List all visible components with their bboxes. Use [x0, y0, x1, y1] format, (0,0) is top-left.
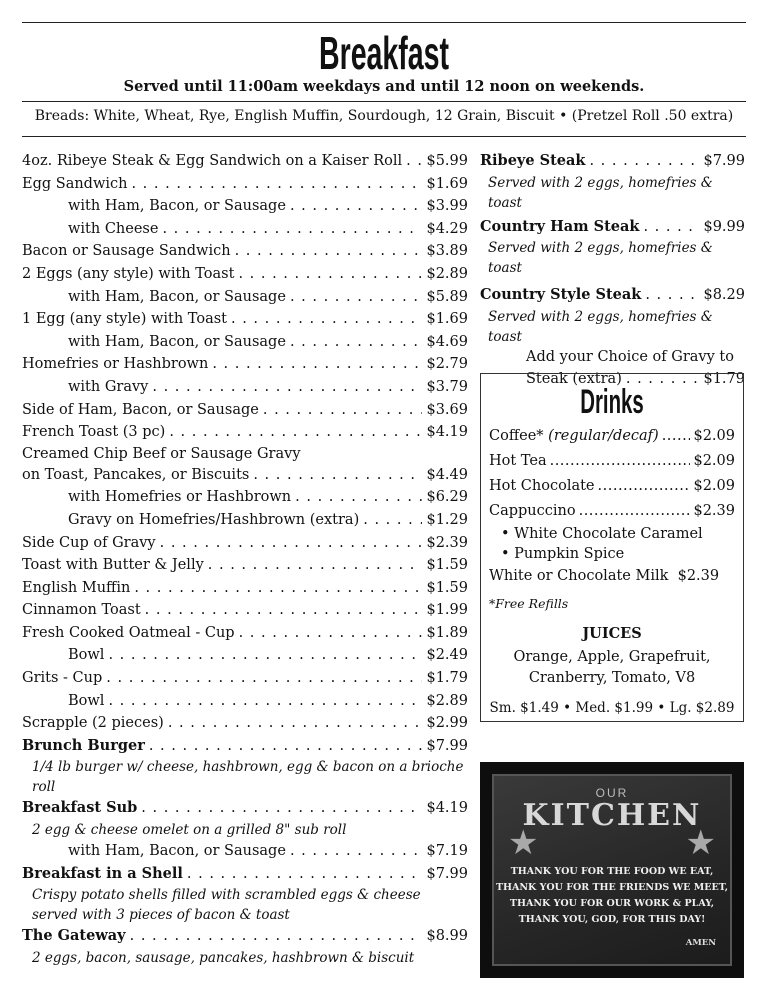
cappuccino-flavor: • Pumpkin Spice — [489, 544, 735, 564]
drink-item: Hot Chocolate ..... $2.09 — [489, 474, 735, 499]
menu-item: Brunch Burger . . . $7.99 — [22, 735, 468, 758]
kitchen-sign-image — [480, 762, 744, 978]
sign-line: THANK YOU FOR THE FRIENDS WE MEET, — [495, 882, 729, 893]
menu-item-option: with Ham, Bacon, or Sausage . . . $5.89 — [22, 286, 468, 309]
menu-item: Bacon or Sausage Sandwich . . . $3.89 — [22, 240, 468, 263]
menu-item-option: Gravy on Homefries/Hashbrown (extra) . . . $1.29 — [22, 509, 468, 532]
drink-item: Hot Tea ..... $2.09 — [489, 449, 735, 474]
kitchen-sign-panel — [492, 774, 732, 966]
menu-item-description: Crispy potato shells filled with scrambled eggs & cheese — [32, 887, 421, 904]
steak-item: Ribeye Steak . . . $7.99 — [480, 150, 745, 173]
menu-item: Side Cup of Gravy . . . $2.39 — [22, 532, 468, 555]
sign-line: THANK YOU FOR OUR WORK & PLAY, — [509, 898, 715, 909]
menu-item: Side of Ham, Bacon, or Sausage . . . $3.69 — [22, 399, 468, 422]
drinks-title: Drinks — [580, 383, 644, 421]
steak-description: Served with 2 eggs, homefries & toast — [488, 240, 713, 277]
menu-item-title: Creamed Chip Beef or Sausage Gravy — [22, 445, 301, 462]
gravy-note: Add your Choice of Gravy to — [526, 348, 734, 365]
menu-item-description: 2 egg & cheese omelet on a grilled 8" sub roll — [32, 822, 347, 839]
service-hours: Served until 11:00am weekdays and until 12 noon on weekends. — [123, 78, 645, 95]
header-rule — [22, 101, 746, 102]
menu-item: Scrapple (2 pieces) . . . $2.99 — [22, 712, 468, 735]
menu-item: Breakfast Sub . . . $4.19 — [22, 797, 468, 820]
star-icon: ★ — [508, 823, 539, 863]
sign-title: KITCHEN — [522, 798, 702, 833]
menu-item-option: with Ham, Bacon, or Sausage . . . $4.69 — [22, 331, 468, 354]
menu-item-option: with Ham, Bacon, or Sausage . . . $7.19 — [22, 840, 468, 863]
juices-heading: JUICES — [582, 625, 642, 642]
menu-item: French Toast (3 pc) . . . $4.19 — [22, 421, 468, 444]
sign-prayer — [494, 864, 730, 928]
drink-item: Coffee* (regular/decaf) ..... $2.09 — [489, 424, 735, 449]
menu-item: 2 Eggs (any style) with Toast . . . $2.89 — [22, 263, 468, 286]
menu-item: Fresh Cooked Oatmeal - Cup . . . $1.89 — [22, 622, 468, 645]
menu-item-option: Bowl . . . $2.89 — [22, 690, 468, 713]
menu-item: on Toast, Pancakes, or Biscuits . . . $4.49 — [22, 464, 468, 487]
drink-item: Cappuccino ..... $2.39 — [489, 499, 735, 524]
menu-item-option: Bowl . . . $2.49 — [22, 644, 468, 667]
menu-item: Toast with Butter & Jelly . . . $1.59 — [22, 554, 468, 577]
drinks-box — [480, 373, 744, 722]
menu-item: 4oz. Ribeye Steak & Egg Sandwich on a Kaiser Roll . . . $5.99 — [22, 150, 468, 173]
top-rule — [22, 22, 746, 23]
sign-our: OUR — [595, 786, 629, 800]
menu-item: 1 Egg (any style) with Toast . . . $1.69 — [22, 308, 468, 331]
menu-item: Egg Sandwich . . . $1.69 — [22, 173, 468, 196]
menu-item-description: 1/4 lb burger w/ cheese, hashbrown, egg & bacon on a brioche roll — [32, 759, 464, 796]
menu-item-description: 2 eggs, bacon, sausage, pancakes, hashbrown & biscuit — [32, 949, 415, 966]
left-menu-column — [22, 150, 468, 968]
menu-item: Grits - Cup . . . $1.79 — [22, 667, 468, 690]
menu-item: Homefries or Hashbrown . . . $2.79 — [22, 353, 468, 376]
breads-list: Breads: White, Wheat, Rye, English Muffin, Sourdough, 12 Grain, Biscuit • (Pretzel Roll .50 extra) — [34, 108, 734, 124]
gravy-item: Steak (extra) . . . $1.79 — [480, 368, 745, 391]
juices-list — [489, 647, 735, 689]
steak-description: Served with 2 eggs, homefries & toast — [488, 174, 713, 211]
sign-line: THANK YOU, GOD, FOR THIS DAY! — [518, 914, 706, 925]
menu-item: The Gateway . . . $8.99 — [22, 925, 468, 948]
breads-rule — [22, 136, 746, 137]
drink-item: White or Chocolate Milk $2.39 — [489, 568, 720, 584]
menu-item: Breakfast in a Shell . . . $7.99 — [22, 863, 468, 886]
menu-item-option: with Cheese . . . $4.29 — [22, 218, 468, 241]
menu-item: Cinnamon Toast . . . $1.99 — [22, 599, 468, 622]
juice-sizes: Sm. $1.49 • Med. $1.99 • Lg. $2.89 — [489, 700, 735, 716]
menu-item-option: with Homefries or Hashbrown . . . $6.29 — [22, 486, 468, 509]
menu-item: English Muffin . . . $1.59 — [22, 577, 468, 600]
sign-line: THANK YOU FOR THE FOOD WE EAT, — [510, 866, 714, 877]
juices-line: Cranberry, Tomato, V8 — [528, 670, 696, 686]
menu-item-description: served with 3 pieces of bacon & toast — [32, 907, 290, 924]
refill-note: *Free Refills — [489, 596, 569, 611]
menu-item-option: with Gravy . . . $3.79 — [22, 376, 468, 399]
star-icon: ★ — [685, 823, 716, 863]
page-title: Breakfast — [318, 27, 450, 79]
juices-line: Orange, Apple, Grapefruit, — [513, 649, 711, 665]
sign-amen: AMEN — [685, 938, 716, 948]
steak-description: Served with 2 eggs, homefries & toast — [488, 308, 713, 345]
steak-item: Country Ham Steak . . . $9.99 — [480, 216, 745, 239]
right-menu-column — [480, 150, 745, 390]
steak-item: Country Style Steak . . . $8.29 — [480, 284, 745, 307]
menu-item-option: with Ham, Bacon, or Sausage . . . $3.99 — [22, 195, 468, 218]
cappuccino-flavor: • White Chocolate Caramel — [489, 524, 735, 544]
